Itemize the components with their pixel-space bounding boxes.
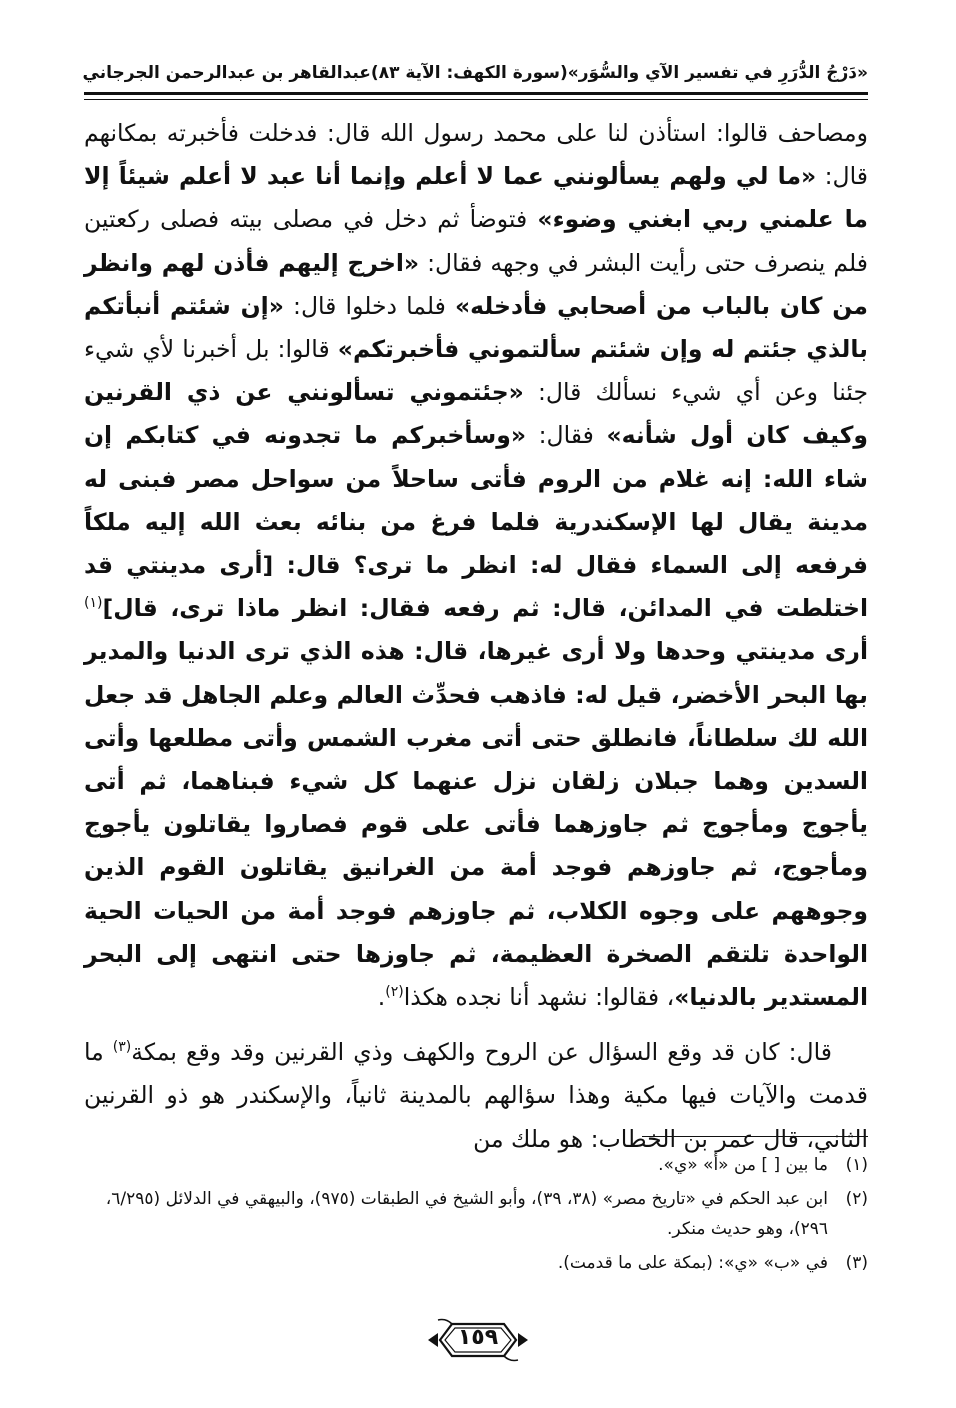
text-run: ، فقالوا: نشهد أنا نجده هكذا: [403, 983, 675, 1012]
header-rule-thin: [84, 99, 868, 100]
hadith-quote: «جئتموني تسألونني عن ذي القرنين وكيف كان أول شأنه»: [84, 378, 868, 450]
footnotes: [84, 1150, 868, 1282]
footnote-text: في «ب» «ي»: (بمكة على ما قدمت).: [557, 1253, 828, 1273]
running-header: [84, 58, 868, 88]
text-run: قال: كان قد وقع السؤال عن الروح والكهف وذي القرنين وقد وقع بمكة: [131, 1038, 832, 1067]
book-title: «دَرْجُ الدُّرَرِ في تفسير الآي والسُّوَر»: [567, 63, 868, 83]
footnote-ref-3[interactable]: (٣): [112, 1039, 132, 1056]
page-number: ١٥٩: [457, 1325, 499, 1350]
footnote-ref-2[interactable]: (٢): [385, 984, 404, 1001]
hadith-quote: أرى مدينتي وحدها ولا أرى غيرها، قال: هذه الذي ترى الدنيا والمدير بها البحر الأخضر، قيل له: فاذهب فحدِّث العالم وعلم الجاهل قد جعل الله لك سلطاناً، فانطلق حتى أتى مغرب الشمس وأتى مطلعها وأتى السدين وهما جبلان زلقان نزل عنهما كل شيء فبناهما، ثم أتى يأجوج ومأجوج ثم جاوزهما فأتى على قوم فصاروا يقاتلون يأجوج ومأجوج، ثم جاوزهم فوجد أمة من الغرانيق يقاتلون القوم الذين وجوههم على وجوه الكلاب، ثم جاوزهم فوجد أمة من الحيات الحية الواحدة تلتقم الصخرة العظيمة، ثم جاوزها حتى انتهى إلى البحر المستدير بالدنيا»: [84, 637, 868, 1012]
paragraph-1: [84, 112, 868, 1019]
hadith-quote: «اخرج إليهم فأذن لهم وانظر من كان بالباب من أصحابي فأدخله»: [84, 248, 868, 320]
footnote-separator: [642, 1136, 868, 1137]
header-rule-thick: [84, 92, 868, 95]
text-run: قالوا: بل أخبرنا لأي شيء جئنا وعن أي شيء نسألك قال:: [84, 335, 869, 407]
surah-reference: (سورة الكهف: الآية ٨٣): [370, 63, 568, 83]
footnote-number: (٣): [845, 1253, 868, 1273]
hadith-quote: «ما لي ولهم يسألونني عما لا أعلم وإنما أنا عبد لا أعلم شيئاً إلا ما علمني ربي ابغني وضوء»: [84, 162, 868, 234]
author-name: عبدالقاهر بن عبدالرحمن الجرجاني: [82, 63, 371, 83]
footnote-1: [84, 1150, 868, 1180]
footnote-ref-1[interactable]: (١): [84, 595, 103, 612]
footnote-text: ابن عبد الحكم في «تاريخ مصر» (٣٨، ٣٩)، وأبو الشيخ في الطبقات (٩٧٥)، والبيهقي في الدلائل (٦/٢٩٥، ٢٩٦)، وهو حديث منكر.: [105, 1189, 828, 1239]
text-run: فتوضأ ثم دخل في مصلى بيته فصلى ركعتين فلم ينصرف حتى رأيت البشر في وجهه فقال:: [84, 205, 868, 277]
page-number-ornament: [426, 1316, 530, 1364]
text-run: فقال:: [526, 421, 607, 450]
footnote-number: (١): [845, 1155, 868, 1175]
footnote-text: ما بين [ ] من «أ» «ي».: [658, 1155, 828, 1175]
text-run: ما قدمت والآيات فيها مكية وهذا سؤالهم بالمدينة ثانياً، والإسكندر هو ذو القرنين الثاني، قال عمر بن الخطاب: هو ملك من: [84, 1038, 868, 1153]
footnote-2: [84, 1184, 868, 1244]
main-text: [84, 112, 868, 1161]
text-run: .: [377, 983, 386, 1012]
paragraph-2: [84, 1031, 868, 1161]
footnote-number: (٢): [845, 1189, 868, 1209]
text-run: ومصاحف قالوا: استأذن لنا على محمد رسول الله قال: فدخلت فأخبرته بمكانهم قال:: [84, 119, 868, 191]
hadith-quote: «إن شئتم أنبأتكم بالذي جئتم له وإن شئتم سألتموني فأخبرتكم»: [84, 291, 868, 364]
text-run: فلما دخلوا قال:: [283, 291, 455, 320]
footnote-3: [84, 1248, 868, 1278]
hadith-quote: «وسأخبركم ما تجدونه في كتابكم إن شاء الله: إنه غلام من الروم فأتى ساحلاً من سواحل مصر فبنى له مدينة يقال لها الإسكندرية فلما فرغ من بنائه بعث الله إليه ملكاً فرفعه إلى السماء فقال له: انظر ما ترى؟ قال: [أرى مدينتي قد اختلطت في المدائن، قال: ثم رفعه فقال: انظر ماذا ترى، قال]: [84, 421, 868, 623]
